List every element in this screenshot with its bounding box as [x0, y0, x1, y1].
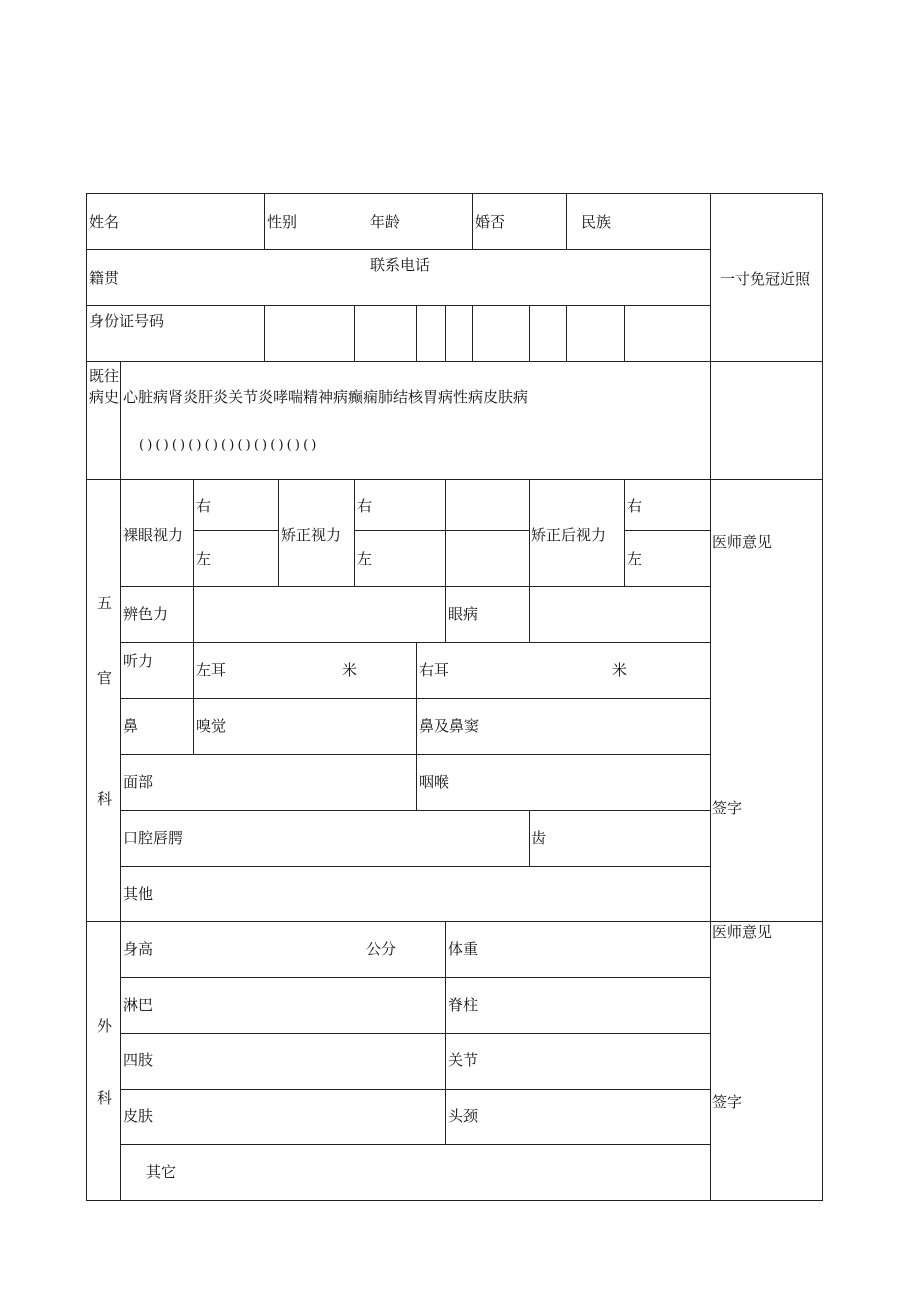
- rule: [472, 305, 473, 361]
- phone-label: 联系电话: [370, 256, 431, 274]
- ent-section-label: 科: [97, 790, 113, 808]
- rule: [445, 586, 446, 642]
- naked-vision-left: 左: [196, 550, 212, 568]
- rule: [416, 305, 417, 361]
- height-label: 身高: [123, 940, 154, 958]
- lymph-label: 淋巴: [123, 996, 154, 1014]
- ent-signature: 签字: [712, 799, 743, 817]
- ent-other-label: 其他: [123, 885, 154, 903]
- photo-label: 一寸免冠近照: [720, 270, 811, 288]
- left-ear-label: 左耳: [196, 661, 227, 679]
- joints-label: 关节: [448, 1051, 479, 1069]
- surgery-other-label: 其它: [146, 1163, 177, 1181]
- oral-label: 口腔唇腭: [123, 829, 184, 847]
- age-label: 年龄: [370, 213, 401, 231]
- face-label: 面部: [123, 773, 154, 791]
- rule: [120, 698, 710, 699]
- surgery-section-label: 外: [97, 1017, 113, 1035]
- rule: [529, 810, 530, 866]
- table-border-left: [86, 193, 87, 1201]
- history-label: 既往: [89, 367, 120, 385]
- nose-sinus-label: 鼻及鼻窦: [419, 717, 480, 735]
- rule: [86, 361, 823, 362]
- table-border-bottom: [86, 1200, 823, 1201]
- nose-label: 鼻: [123, 717, 139, 735]
- surgery-signature: 签字: [712, 1093, 743, 1111]
- rule: [120, 642, 710, 643]
- height-unit: 公分: [366, 940, 397, 958]
- rule: [120, 1033, 710, 1034]
- hearing-label: 听力: [123, 652, 154, 670]
- rule: [120, 361, 121, 479]
- id-number-label: 身份证号码: [89, 312, 165, 330]
- right-ear-unit: 米: [612, 661, 628, 679]
- rule: [120, 866, 710, 867]
- rule: [86, 921, 823, 922]
- marital-label: 婚否: [475, 213, 506, 231]
- rule: [354, 305, 355, 361]
- name-label: 姓名: [89, 213, 120, 231]
- rule: [193, 530, 278, 531]
- rule: [529, 586, 530, 642]
- disease-list: 心脏病肾炎肝炎关节炎哮喘精神病癫痫肺结核胃病性病皮肤病: [123, 388, 529, 406]
- rule: [120, 754, 710, 755]
- post-corrected-vision-label: 矫正后视力: [531, 526, 607, 544]
- naked-vision-label: 裸眼视力: [123, 526, 184, 544]
- skin-label: 皮肤: [123, 1107, 154, 1125]
- rule: [86, 249, 710, 250]
- rule: [120, 1089, 710, 1090]
- table-border-right: [822, 193, 823, 1201]
- naked-vision-right: 右: [196, 497, 212, 515]
- rule: [472, 193, 473, 249]
- table-border-top: [86, 193, 823, 194]
- rule: [86, 479, 823, 480]
- history-label: 病史: [89, 388, 120, 406]
- rule: [193, 642, 194, 698]
- surgery-doctor-opinion: 医师意见: [712, 923, 773, 941]
- throat-label: 咽喉: [419, 773, 450, 791]
- rule: [354, 479, 355, 586]
- corrected-vision-right: 右: [357, 497, 373, 515]
- rule: [566, 193, 567, 249]
- weight-label: 体重: [448, 940, 479, 958]
- ent-section-label: 五: [97, 594, 113, 612]
- rule: [264, 305, 265, 361]
- disease-checkboxes: ( ) ( ) ( ) ( ) ( ) ( ) ( ) ( ) ( ) ( ) ( ): [139, 438, 316, 453]
- ent-section-label: 官: [97, 669, 113, 687]
- rule: [529, 479, 530, 586]
- rule: [120, 977, 710, 978]
- rule: [416, 698, 417, 754]
- teeth-label: 齿: [531, 829, 547, 847]
- corrected-vision-label: 矫正视力: [281, 526, 342, 544]
- rule: [193, 586, 194, 642]
- surgery-section-label: 科: [97, 1089, 113, 1107]
- rule: [416, 754, 417, 810]
- rule: [710, 193, 711, 1201]
- rule: [624, 530, 710, 531]
- rule: [624, 305, 625, 361]
- rule: [120, 586, 710, 587]
- rule: [624, 479, 625, 586]
- rule: [193, 698, 194, 754]
- rule: [120, 1144, 710, 1145]
- rule: [120, 810, 710, 811]
- rule: [445, 479, 446, 586]
- left-ear-unit: 米: [342, 661, 358, 679]
- ethnicity-label: 民族: [581, 213, 612, 231]
- right-ear-label: 右耳: [419, 661, 450, 679]
- ent-doctor-opinion: 医师意见: [712, 533, 773, 551]
- gender-label: 性别: [267, 213, 298, 231]
- rule: [354, 530, 529, 531]
- rule: [445, 921, 446, 1144]
- corrected-vision-left: 左: [357, 550, 373, 568]
- post-corrected-vision-left: 左: [627, 550, 643, 568]
- rule: [278, 479, 279, 586]
- rule: [529, 305, 530, 361]
- post-corrected-vision-right: 右: [627, 497, 643, 515]
- head-neck-label: 头颈: [448, 1107, 479, 1125]
- rule: [86, 305, 710, 306]
- limbs-label: 四肢: [123, 1051, 154, 1069]
- smell-label: 嗅觉: [196, 717, 227, 735]
- color-vision-label: 辨色力: [123, 605, 169, 623]
- rule: [416, 642, 417, 698]
- rule: [120, 479, 121, 1201]
- rule: [566, 305, 567, 361]
- rule: [264, 193, 265, 249]
- spine-label: 脊柱: [448, 996, 479, 1014]
- rule: [445, 305, 446, 361]
- eye-disease-label: 眼病: [448, 605, 479, 623]
- rule: [193, 479, 194, 586]
- native-place-label: 籍贯: [89, 269, 120, 287]
